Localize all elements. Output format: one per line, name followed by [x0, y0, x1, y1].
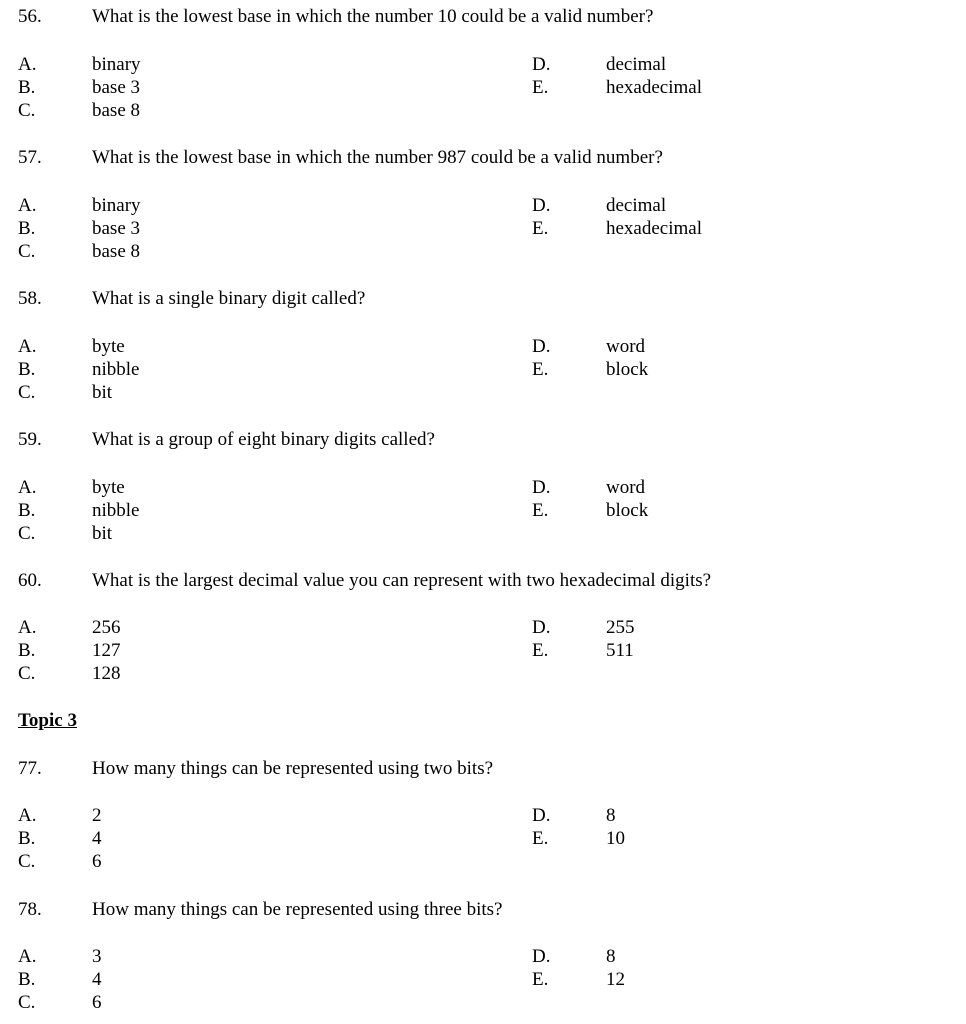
- option-text: decimal: [606, 54, 667, 75]
- option-text: 127: [92, 640, 121, 661]
- topic-heading: Topic 3: [18, 710, 77, 731]
- option-text: base 8: [92, 100, 141, 121]
- option-text: word: [606, 336, 646, 357]
- option-text: block: [606, 500, 649, 521]
- option-letter: A.: [18, 946, 37, 967]
- option-letter: B.: [18, 77, 36, 98]
- option-letter: C.: [18, 663, 36, 684]
- option-text: block: [606, 359, 649, 380]
- option-letter: E.: [532, 77, 549, 98]
- question-text: What is the lowest base in which the number 987 could be a valid number?: [92, 147, 663, 168]
- question-number: 60.: [18, 570, 42, 591]
- option-letter: B.: [18, 359, 36, 380]
- option-text: byte: [92, 477, 125, 498]
- option-text: 255: [606, 617, 635, 638]
- option-letter: E.: [532, 969, 549, 990]
- question-number: 59.: [18, 429, 42, 450]
- option-letter: B.: [18, 828, 36, 849]
- question-number: 57.: [18, 147, 42, 168]
- option-text: 4: [92, 828, 102, 849]
- option-letter: E.: [532, 640, 549, 661]
- question-text: How many things can be represented using two bits?: [92, 758, 494, 779]
- option-text: nibble: [92, 359, 140, 380]
- option-letter: D.: [532, 477, 551, 498]
- option-text: 10: [606, 828, 625, 849]
- option-letter: E.: [532, 359, 549, 380]
- option-letter: D.: [532, 54, 551, 75]
- question-text: What is a single binary digit called?: [92, 288, 366, 309]
- option-text: 6: [92, 851, 102, 872]
- option-text: 3: [92, 946, 102, 967]
- option-letter: A.: [18, 805, 37, 826]
- option-letter: D.: [532, 617, 551, 638]
- option-letter: A.: [18, 336, 37, 357]
- option-letter: D.: [532, 946, 551, 967]
- option-letter: B.: [18, 218, 36, 239]
- option-letter: D.: [532, 336, 551, 357]
- question-number: 56.: [18, 6, 42, 27]
- question-text: What is a group of eight binary digits called?: [92, 429, 435, 450]
- option-text: decimal: [606, 195, 667, 216]
- option-letter: D.: [532, 805, 551, 826]
- option-letter: B.: [18, 640, 36, 661]
- option-letter: C.: [18, 992, 36, 1013]
- option-text: hexadecimal: [606, 218, 703, 239]
- option-text: 2: [92, 805, 102, 826]
- question-number: 58.: [18, 288, 42, 309]
- option-text: 12: [606, 969, 625, 990]
- option-text: base 3: [92, 218, 141, 239]
- question-text: What is the lowest base in which the number 10 could be a valid number?: [92, 6, 654, 27]
- option-text: binary: [92, 54, 141, 75]
- option-text: 511: [606, 640, 634, 661]
- option-text: 256: [92, 617, 121, 638]
- option-text: 6: [92, 992, 102, 1013]
- option-letter: E.: [532, 500, 549, 521]
- option-letter: C.: [18, 851, 36, 872]
- option-text: binary: [92, 195, 141, 216]
- question-text: How many things can be represented using three bits?: [92, 899, 503, 920]
- option-letter: C.: [18, 523, 36, 544]
- option-text: word: [606, 477, 646, 498]
- option-text: base 3: [92, 77, 141, 98]
- option-text: base 8: [92, 241, 141, 262]
- option-letter: E.: [532, 828, 549, 849]
- option-text: bit: [92, 523, 113, 544]
- question-number: 77.: [18, 758, 42, 779]
- question-text: What is the largest decimal value you can represent with two hexadecimal digits?: [92, 570, 712, 591]
- option-letter: C.: [18, 241, 36, 262]
- option-letter: C.: [18, 100, 36, 121]
- option-text: bit: [92, 382, 113, 403]
- option-letter: D.: [532, 195, 551, 216]
- option-text: byte: [92, 336, 125, 357]
- option-text: 128: [92, 663, 121, 684]
- option-text: nibble: [92, 500, 140, 521]
- option-letter: A.: [18, 477, 37, 498]
- option-letter: A.: [18, 54, 37, 75]
- option-text: 4: [92, 969, 102, 990]
- option-text: hexadecimal: [606, 77, 703, 98]
- option-text: 8: [606, 805, 616, 826]
- option-letter: A.: [18, 195, 37, 216]
- option-letter: E.: [532, 218, 549, 239]
- question-number: 78.: [18, 899, 42, 920]
- option-letter: A.: [18, 617, 37, 638]
- option-text: 8: [606, 946, 616, 967]
- option-letter: B.: [18, 500, 36, 521]
- option-letter: B.: [18, 969, 36, 990]
- option-letter: C.: [18, 382, 36, 403]
